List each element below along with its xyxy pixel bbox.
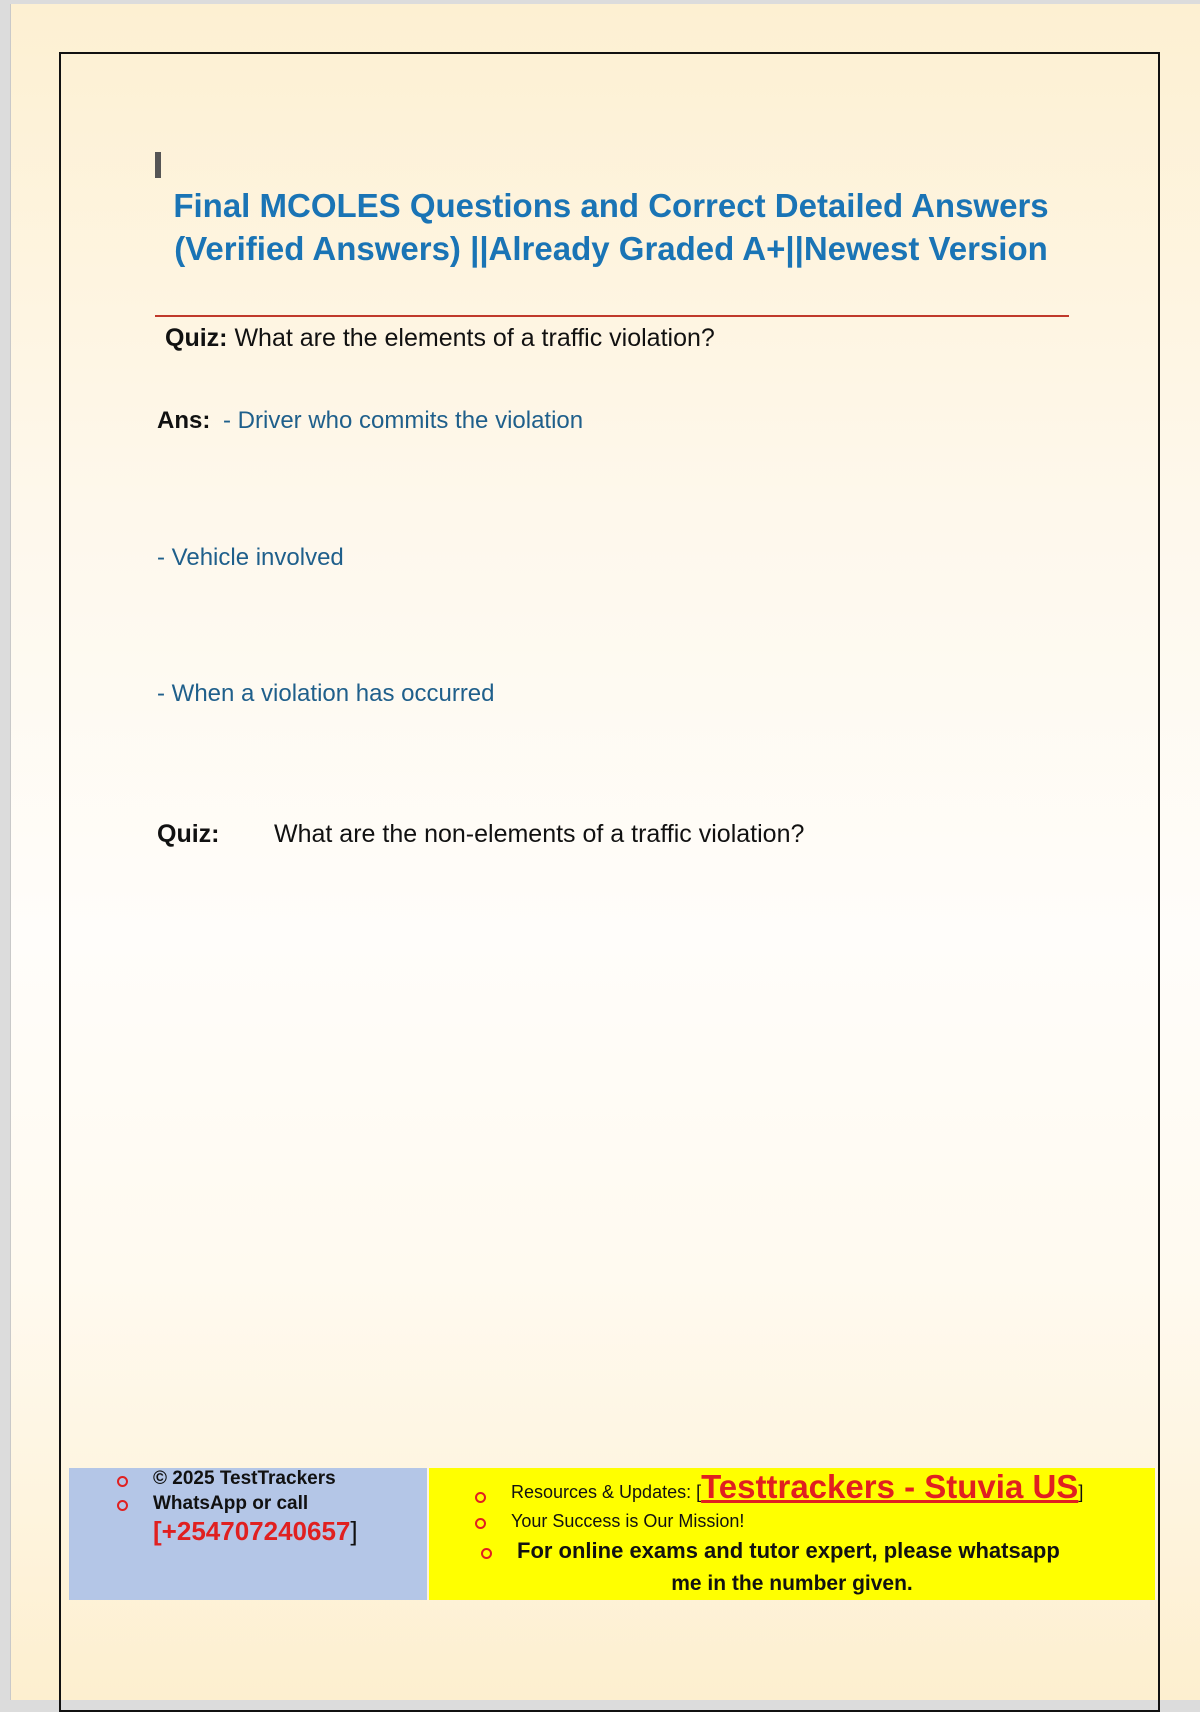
document-page [10,4,1200,1700]
bullet-icon [117,1476,128,1487]
answer-item: - Vehicle involved [157,544,344,571]
bullet-icon [475,1492,486,1503]
answer-item: - When a violation has occurred [157,680,495,707]
resources-label: Resources & Updates: [ [511,1482,702,1502]
phone-number[interactable] [153,1516,358,1547]
answer-block [157,407,583,435]
quiz-label: Quiz: [157,820,220,848]
answer-item: - Driver who commits the violation [223,407,584,434]
mission-text: Your Success is Our Mission! [511,1511,745,1531]
resources-link[interactable]: Testtrackers - Stuvia US [701,1468,1079,1505]
phone-open-bracket: [ [153,1516,162,1546]
contact-text: WhatsApp or call [153,1493,309,1514]
bullet-icon [117,1500,128,1511]
bullet-icon [475,1518,486,1529]
text-cursor-mark [155,152,161,178]
resources-line [511,1468,1083,1506]
quiz-question-2 [157,820,804,849]
promo-line-1: For online exams and tutor expert, please whatsapp [517,1538,1060,1563]
quiz-text: What are the non-elements of a traffic violation? [274,820,805,848]
promo-line-2: me in the number given. [671,1572,913,1595]
answer-label: Ans: [157,407,211,434]
resources-close-bracket: ] [1078,1482,1084,1502]
phone-close-bracket: ] [350,1516,358,1546]
bullet-icon [481,1548,492,1559]
copyright-text: © 2025 TestTrackers [153,1468,336,1489]
page-border [59,52,1160,1712]
phone-value: +254707240657 [161,1516,351,1546]
quiz-text: What are the elements of a traffic violation? [234,324,715,352]
quiz-question-1 [165,324,715,353]
document-title: Final MCOLES Questions and Correct Detailed Answers (Verified Answers) ||Already Graded A+||Newest Version [173,187,1049,267]
title-divider [155,315,1069,317]
quiz-label: Quiz: [165,324,228,352]
